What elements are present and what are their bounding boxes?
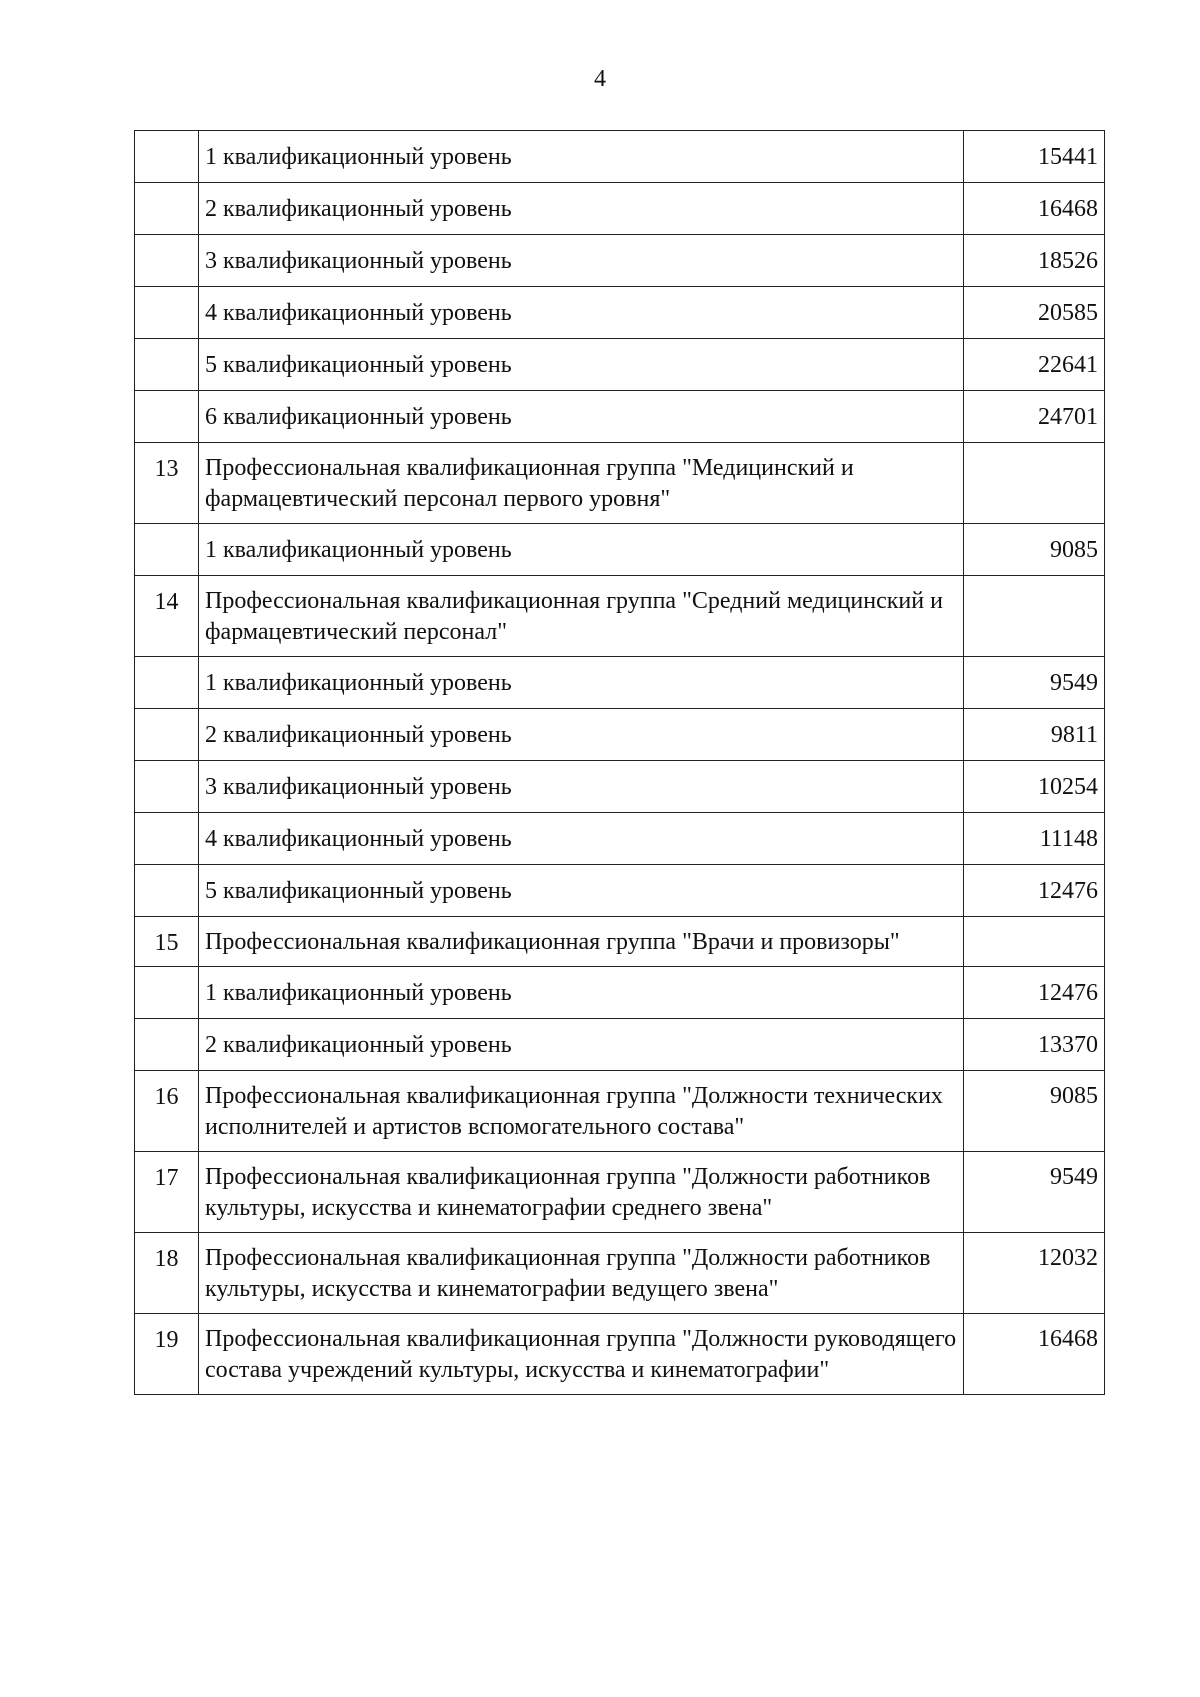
level-name: 1 квалификационный уровень: [199, 967, 964, 1019]
level-row: [135, 131, 1105, 183]
salary-value: [964, 443, 1105, 524]
level-row: [135, 391, 1105, 443]
salary-value: 15441: [964, 131, 1105, 183]
row-number: 18: [135, 1233, 199, 1314]
row-number: [135, 183, 199, 235]
row-number: 15: [135, 917, 199, 967]
group-name: Профессиональная квалификационная группа "Должности работников культуры, искусства и кинематографии ведущего звена": [199, 1233, 964, 1314]
row-number: [135, 657, 199, 709]
level-row: [135, 761, 1105, 813]
salary-value: 12476: [964, 967, 1105, 1019]
level-row: [135, 287, 1105, 339]
group-name: Профессиональная квалификационная группа "Средний медицинский и фармацевтический персонал": [199, 576, 964, 657]
row-number: [135, 865, 199, 917]
level-row: [135, 1019, 1105, 1071]
row-number: [135, 761, 199, 813]
salary-value: 9549: [964, 657, 1105, 709]
level-row: [135, 709, 1105, 761]
level-row: [135, 865, 1105, 917]
salary-table: [134, 130, 1105, 1395]
salary-value: 24701: [964, 391, 1105, 443]
salary-value: 11148: [964, 813, 1105, 865]
salary-table-body: [135, 131, 1105, 1395]
level-row: [135, 339, 1105, 391]
group-row: [135, 1152, 1105, 1233]
row-number: [135, 813, 199, 865]
level-name: 1 квалификационный уровень: [199, 131, 964, 183]
level-row: [135, 813, 1105, 865]
row-number: 17: [135, 1152, 199, 1233]
row-number: 16: [135, 1071, 199, 1152]
salary-value: 10254: [964, 761, 1105, 813]
level-name: 1 квалификационный уровень: [199, 524, 964, 576]
group-row: [135, 917, 1105, 967]
salary-value: 13370: [964, 1019, 1105, 1071]
level-name: 4 квалификационный уровень: [199, 287, 964, 339]
group-row: [135, 1314, 1105, 1395]
level-row: [135, 967, 1105, 1019]
level-name: 2 квалификационный уровень: [199, 1019, 964, 1071]
level-name: 2 квалификационный уровень: [199, 183, 964, 235]
salary-value: 9549: [964, 1152, 1105, 1233]
group-name: Профессиональная квалификационная группа "Должности руководящего состава учреждений культуры, искусства и кинематографии": [199, 1314, 964, 1395]
row-number: [135, 131, 199, 183]
salary-value: 9811: [964, 709, 1105, 761]
row-number: [135, 524, 199, 576]
group-name: Профессиональная квалификационная группа "Медицинский и фармацевтический персонал первого уровня": [199, 443, 964, 524]
salary-value: 12032: [964, 1233, 1105, 1314]
salary-value: [964, 917, 1105, 967]
group-name: Профессиональная квалификационная группа "Врачи и провизоры": [199, 917, 964, 967]
level-row: [135, 235, 1105, 287]
row-number: [135, 339, 199, 391]
group-name: Профессиональная квалификационная группа "Должности работников культуры, искусства и кинематографии среднего звена": [199, 1152, 964, 1233]
row-number: [135, 709, 199, 761]
salary-value: 9085: [964, 524, 1105, 576]
level-row: [135, 524, 1105, 576]
salary-value: 20585: [964, 287, 1105, 339]
row-number: 19: [135, 1314, 199, 1395]
group-name: Профессиональная квалификационная группа "Должности технических исполнителей и артистов вспомогательного состава": [199, 1071, 964, 1152]
level-name: 3 квалификационный уровень: [199, 235, 964, 287]
row-number: [135, 1019, 199, 1071]
row-number: 13: [135, 443, 199, 524]
salary-value: 9085: [964, 1071, 1105, 1152]
row-number: [135, 967, 199, 1019]
level-name: 1 квалификационный уровень: [199, 657, 964, 709]
row-number: [135, 235, 199, 287]
salary-value: 16468: [964, 1314, 1105, 1395]
level-name: 5 квалификационный уровень: [199, 865, 964, 917]
group-row: [135, 1233, 1105, 1314]
group-row: [135, 576, 1105, 657]
row-number: 14: [135, 576, 199, 657]
row-number: [135, 287, 199, 339]
salary-value: 12476: [964, 865, 1105, 917]
level-row: [135, 657, 1105, 709]
row-number: [135, 391, 199, 443]
group-row: [135, 1071, 1105, 1152]
page-number: 4: [594, 66, 606, 92]
level-name: 6 квалификационный уровень: [199, 391, 964, 443]
salary-value: 22641: [964, 339, 1105, 391]
level-name: 3 квалификационный уровень: [199, 761, 964, 813]
level-row: [135, 183, 1105, 235]
salary-value: [964, 576, 1105, 657]
level-name: 2 квалификационный уровень: [199, 709, 964, 761]
level-name: 5 квалификационный уровень: [199, 339, 964, 391]
salary-value: 16468: [964, 183, 1105, 235]
level-name: 4 квалификационный уровень: [199, 813, 964, 865]
group-row: [135, 443, 1105, 524]
salary-value: 18526: [964, 235, 1105, 287]
